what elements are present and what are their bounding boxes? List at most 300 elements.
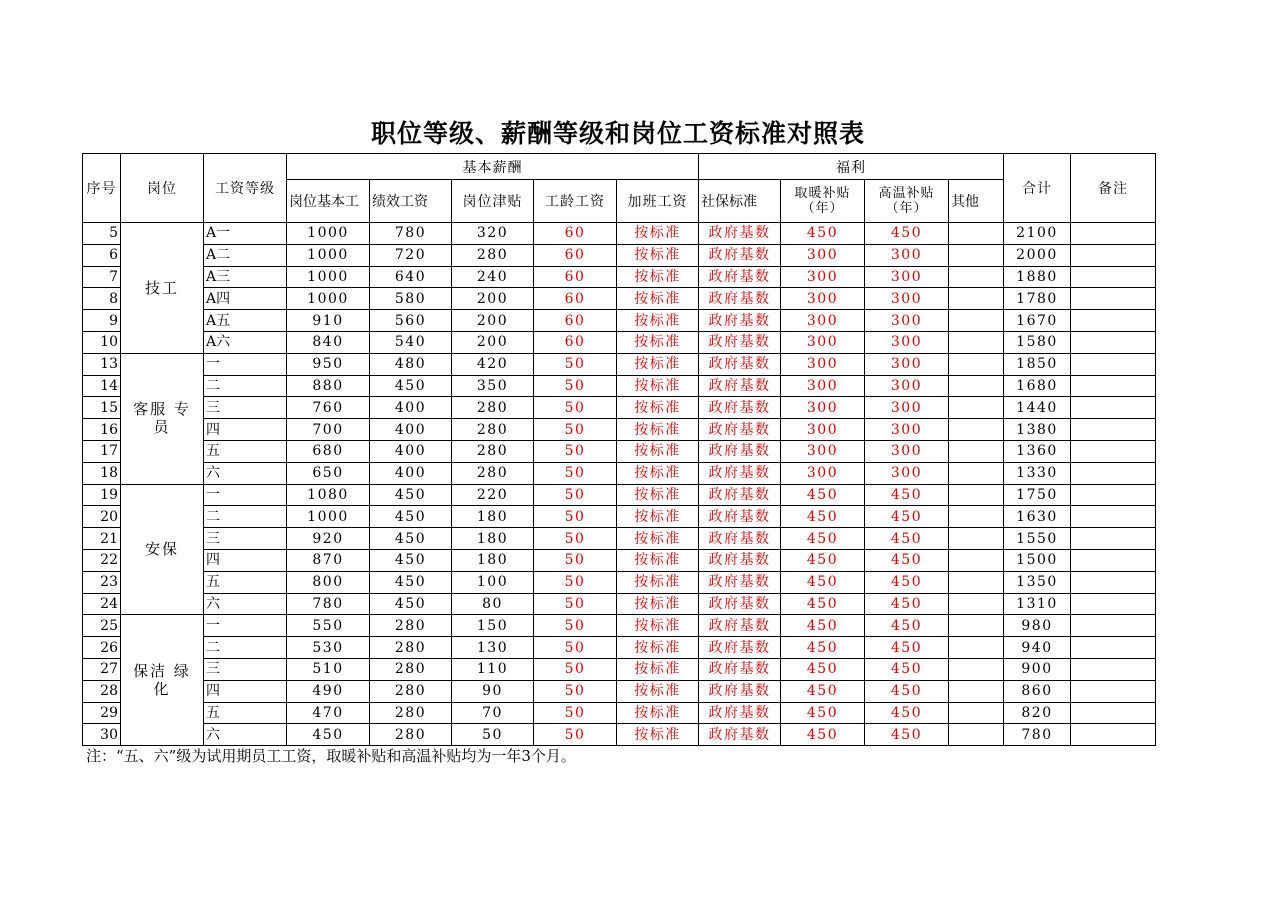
position-group-label: 技工 [144,278,179,297]
cell-cooling-subsidy: 450 [865,637,949,659]
cell-base-wage: 1000 [287,244,370,266]
cell-seq: 19 [83,484,121,506]
cell-remark [1071,462,1156,484]
header-position: 岗位 [121,154,204,223]
cell-social-insurance: 政府基数 [699,680,781,702]
cell-cooling-subsidy: 300 [865,419,949,441]
cell-overtime: 按标准 [617,440,699,462]
cell-overtime: 按标准 [617,223,699,245]
cell-heating-subsidy: 300 [781,244,865,266]
cell-remark [1071,506,1156,528]
cell-total: 2000 [1004,244,1071,266]
cell-allowance: 280 [452,462,534,484]
cell-total: 900 [1004,658,1071,680]
cell-social-insurance: 政府基数 [699,310,781,332]
cell-base-wage: 880 [287,375,370,397]
cell-social-insurance: 政府基数 [699,658,781,680]
cell-other [949,440,1004,462]
cell-heating-subsidy: 450 [781,506,865,528]
cell-remark [1071,702,1156,724]
cell-social-insurance: 政府基数 [699,462,781,484]
cell-cooling-subsidy: 300 [865,266,949,288]
cell-allowance: 280 [452,440,534,462]
cell-grade: A二 [204,244,287,266]
cell-other [949,462,1004,484]
cell-allowance: 350 [452,375,534,397]
cell-heating-subsidy: 450 [781,571,865,593]
cell-social-insurance: 政府基数 [699,331,781,353]
cell-total: 1850 [1004,353,1071,375]
cell-seq: 7 [83,266,121,288]
cell-allowance: 130 [452,637,534,659]
cell-overtime: 按标准 [617,680,699,702]
cell-grade: 一 [204,615,287,637]
cell-remark [1071,528,1156,550]
cell-total: 1670 [1004,310,1071,332]
cell-seq: 22 [83,549,121,571]
cell-seq: 8 [83,288,121,310]
cell-cooling-subsidy: 300 [865,331,949,353]
cell-base-wage: 780 [287,593,370,615]
cell-seniority: 50 [534,484,617,506]
cell-social-insurance: 政府基数 [699,615,781,637]
cell-performance: 280 [370,724,452,746]
header-row-1 [83,154,1156,180]
cell-social-insurance: 政府基数 [699,223,781,245]
cell-heating-subsidy: 450 [781,615,865,637]
cell-total: 940 [1004,637,1071,659]
cell-grade: 三 [204,528,287,550]
cell-cooling-subsidy: 300 [865,353,949,375]
cell-performance: 280 [370,637,452,659]
cell-remark [1071,266,1156,288]
table-row [83,440,1156,462]
cell-seniority: 50 [534,571,617,593]
header-remark: 备注 [1071,154,1156,223]
header-overtime: 加班工资 [617,180,699,223]
cell-social-insurance: 政府基数 [699,528,781,550]
table-row [83,658,1156,680]
cell-allowance: 200 [452,288,534,310]
cell-heating-subsidy: 300 [781,310,865,332]
cell-seniority: 50 [534,724,617,746]
table-row [83,615,1156,637]
cell-overtime: 按标准 [617,593,699,615]
cell-performance: 640 [370,266,452,288]
cell-overtime: 按标准 [617,571,699,593]
cell-grade: A三 [204,266,287,288]
header-basic-pay: 基本薪酬 [287,154,699,180]
cell-overtime: 按标准 [617,244,699,266]
cell-total: 1750 [1004,484,1071,506]
cell-heating-subsidy: 450 [781,702,865,724]
cell-grade: 二 [204,637,287,659]
cell-heating-subsidy: 450 [781,549,865,571]
cell-heating-subsidy: 450 [781,593,865,615]
cell-base-wage: 1000 [287,506,370,528]
cell-position-group [121,353,204,484]
cell-allowance: 80 [452,593,534,615]
cell-overtime: 按标准 [617,353,699,375]
cell-remark [1071,375,1156,397]
cell-heating-subsidy: 300 [781,462,865,484]
cell-total: 1360 [1004,440,1071,462]
cell-heating-subsidy: 300 [781,353,865,375]
cell-overtime: 按标准 [617,462,699,484]
cell-seniority: 50 [534,462,617,484]
cell-allowance: 280 [452,419,534,441]
cell-overtime: 按标准 [617,266,699,288]
cell-base-wage: 510 [287,658,370,680]
cell-social-insurance: 政府基数 [699,571,781,593]
cell-remark [1071,310,1156,332]
table-row [83,266,1156,288]
cell-remark [1071,658,1156,680]
cell-grade: 四 [204,549,287,571]
cell-seq: 10 [83,331,121,353]
cell-heating-subsidy: 450 [781,658,865,680]
cell-base-wage: 650 [287,462,370,484]
table-row [83,702,1156,724]
cell-social-insurance: 政府基数 [699,353,781,375]
cell-overtime: 按标准 [617,658,699,680]
cell-heating-subsidy: 450 [781,528,865,550]
cell-seq: 13 [83,353,121,375]
cell-base-wage: 700 [287,419,370,441]
cell-base-wage: 840 [287,331,370,353]
cell-heating-subsidy: 300 [781,266,865,288]
cell-total: 980 [1004,615,1071,637]
cell-other [949,571,1004,593]
cell-social-insurance: 政府基数 [699,440,781,462]
cell-total: 1440 [1004,397,1071,419]
cell-heating-subsidy: 450 [781,484,865,506]
cell-total: 780 [1004,724,1071,746]
cell-cooling-subsidy: 450 [865,223,949,245]
cell-heating-subsidy: 300 [781,288,865,310]
cell-seniority: 50 [534,375,617,397]
table-row [83,288,1156,310]
cell-social-insurance: 政府基数 [699,506,781,528]
header-performance: 绩效工资 [370,180,452,223]
cell-remark [1071,484,1156,506]
cell-grade: 六 [204,593,287,615]
cell-position-group [121,484,204,615]
header-seq: 序号 [83,154,121,223]
cell-other [949,593,1004,615]
cell-total: 1380 [1004,419,1071,441]
cell-total: 2100 [1004,223,1071,245]
cell-social-insurance: 政府基数 [699,702,781,724]
cell-position-group [121,615,204,746]
cell-seniority: 60 [534,331,617,353]
cell-cooling-subsidy: 450 [865,593,949,615]
cell-overtime: 按标准 [617,397,699,419]
cell-cooling-subsidy: 450 [865,484,949,506]
table-row [83,484,1156,506]
cell-seniority: 50 [534,637,617,659]
table-row [83,353,1156,375]
header-seniority: 工龄工资 [534,180,617,223]
header-allowance: 岗位津贴 [452,180,534,223]
position-group-label: 安保 [144,540,179,559]
cell-grade: 一 [204,484,287,506]
cell-seniority: 50 [534,440,617,462]
cell-cooling-subsidy: 450 [865,724,949,746]
cell-overtime: 按标准 [617,724,699,746]
cell-cooling-subsidy: 300 [865,375,949,397]
cell-overtime: 按标准 [617,549,699,571]
cell-social-insurance: 政府基数 [699,724,781,746]
cell-performance: 560 [370,310,452,332]
cell-total: 1350 [1004,571,1071,593]
cell-cooling-subsidy: 300 [865,244,949,266]
cell-grade: 五 [204,571,287,593]
cell-grade: A五 [204,310,287,332]
cell-remark [1071,680,1156,702]
cell-other [949,375,1004,397]
cell-other [949,702,1004,724]
cell-performance: 580 [370,288,452,310]
cell-overtime: 按标准 [617,310,699,332]
cell-seniority: 50 [534,615,617,637]
cell-cooling-subsidy: 300 [865,462,949,484]
cell-seq: 25 [83,615,121,637]
cell-base-wage: 550 [287,615,370,637]
cell-seniority: 50 [534,680,617,702]
cell-seq: 16 [83,419,121,441]
cell-grade: A六 [204,331,287,353]
cell-seniority: 50 [534,397,617,419]
cell-total: 1330 [1004,462,1071,484]
cell-seq: 23 [83,571,121,593]
cell-base-wage: 530 [287,637,370,659]
cell-remark [1071,331,1156,353]
cell-seniority: 50 [534,593,617,615]
cell-other [949,288,1004,310]
footnote: 注：“五、六”级为试用期员工工资，取暖补贴和高温补贴均为一年3个月。 [86,747,576,765]
cell-remark [1071,637,1156,659]
cell-grade: 一 [204,353,287,375]
cell-performance: 480 [370,353,452,375]
cell-grade: 五 [204,702,287,724]
cell-allowance: 70 [452,702,534,724]
cell-other [949,331,1004,353]
header-welfare: 福利 [699,154,1004,180]
cell-allowance: 240 [452,266,534,288]
cell-seniority: 60 [534,266,617,288]
cell-cooling-subsidy: 450 [865,702,949,724]
cell-seniority: 60 [534,310,617,332]
cell-seniority: 60 [534,223,617,245]
cell-other [949,353,1004,375]
cell-seq: 15 [83,397,121,419]
cell-cooling-subsidy: 450 [865,506,949,528]
cell-overtime: 按标准 [617,702,699,724]
cell-remark [1071,549,1156,571]
cell-seniority: 50 [534,506,617,528]
cell-performance: 450 [370,484,452,506]
cell-heating-subsidy: 300 [781,397,865,419]
cell-social-insurance: 政府基数 [699,397,781,419]
cell-other [949,724,1004,746]
header-grade: 工资等级 [204,154,287,223]
cell-seq: 5 [83,223,121,245]
cell-other [949,484,1004,506]
header-social-insurance: 社保标准 [699,180,781,223]
cell-performance: 400 [370,419,452,441]
position-group-label: 保洁 绿化 [133,661,191,698]
cell-grade: 二 [204,375,287,397]
cell-grade: 四 [204,419,287,441]
cell-remark [1071,223,1156,245]
table-row [83,724,1156,746]
cell-base-wage: 490 [287,680,370,702]
cell-seq: 6 [83,244,121,266]
cell-heating-subsidy: 450 [781,223,865,245]
cell-seq: 14 [83,375,121,397]
cell-cooling-subsidy: 300 [865,440,949,462]
cell-grade: 三 [204,658,287,680]
cell-social-insurance: 政府基数 [699,593,781,615]
cell-performance: 280 [370,615,452,637]
cell-social-insurance: 政府基数 [699,484,781,506]
header-other: 其他 [949,180,1004,223]
cell-allowance: 180 [452,506,534,528]
cell-allowance: 110 [452,658,534,680]
cell-performance: 450 [370,593,452,615]
cell-seq: 18 [83,462,121,484]
cell-performance: 780 [370,223,452,245]
cell-seq: 29 [83,702,121,724]
cell-grade: 六 [204,724,287,746]
table-row [83,680,1156,702]
cell-performance: 450 [370,506,452,528]
cell-social-insurance: 政府基数 [699,637,781,659]
cell-base-wage: 870 [287,549,370,571]
cell-base-wage: 1000 [287,223,370,245]
cell-total: 1780 [1004,288,1071,310]
cell-seq: 30 [83,724,121,746]
table-row [83,593,1156,615]
cell-seq: 20 [83,506,121,528]
cell-performance: 400 [370,397,452,419]
cell-performance: 450 [370,375,452,397]
cell-seniority: 50 [534,353,617,375]
cell-other [949,223,1004,245]
cell-performance: 280 [370,702,452,724]
cell-heating-subsidy: 300 [781,331,865,353]
cell-overtime: 按标准 [617,331,699,353]
cell-grade: 四 [204,680,287,702]
cell-overtime: 按标准 [617,506,699,528]
cell-social-insurance: 政府基数 [699,288,781,310]
cell-seq: 24 [83,593,121,615]
cell-total: 1500 [1004,549,1071,571]
cell-allowance: 200 [452,331,534,353]
cell-performance: 450 [370,528,452,550]
cell-overtime: 按标准 [617,615,699,637]
cell-allowance: 50 [452,724,534,746]
cell-performance: 720 [370,244,452,266]
cell-remark [1071,593,1156,615]
cell-performance: 450 [370,549,452,571]
page-title: 职位等级、薪酬等级和岗位工资标准对照表 [370,119,865,148]
cell-total: 1630 [1004,506,1071,528]
cell-allowance: 420 [452,353,534,375]
cell-heating-subsidy: 450 [781,724,865,746]
cell-base-wage: 760 [287,397,370,419]
cell-total: 1310 [1004,593,1071,615]
cell-total: 1550 [1004,528,1071,550]
cell-performance: 400 [370,462,452,484]
cell-other [949,419,1004,441]
cell-seniority: 50 [534,702,617,724]
cell-total: 1580 [1004,331,1071,353]
table-row [83,375,1156,397]
cell-performance: 540 [370,331,452,353]
cell-remark [1071,353,1156,375]
cell-performance: 280 [370,658,452,680]
cell-base-wage: 1080 [287,484,370,506]
cell-overtime: 按标准 [617,528,699,550]
cell-performance: 450 [370,571,452,593]
table-row [83,462,1156,484]
table-row [83,528,1156,550]
table-row [83,506,1156,528]
cell-seq: 26 [83,637,121,659]
cell-base-wage: 1000 [287,288,370,310]
cell-seniority: 50 [534,549,617,571]
cell-remark [1071,419,1156,441]
cell-allowance: 280 [452,244,534,266]
cell-overtime: 按标准 [617,637,699,659]
cell-cooling-subsidy: 450 [865,680,949,702]
cell-heating-subsidy: 450 [781,637,865,659]
cell-heating-subsidy: 300 [781,440,865,462]
cell-remark [1071,397,1156,419]
cell-social-insurance: 政府基数 [699,375,781,397]
cell-remark [1071,615,1156,637]
cell-seniority: 50 [534,658,617,680]
cell-other [949,615,1004,637]
salary-table [82,153,1156,746]
table-row [83,244,1156,266]
cell-allowance: 150 [452,615,534,637]
cell-cooling-subsidy: 450 [865,615,949,637]
cell-performance: 400 [370,440,452,462]
cell-seq: 17 [83,440,121,462]
cell-grade: A四 [204,288,287,310]
cell-remark [1071,288,1156,310]
table-row [83,571,1156,593]
cell-cooling-subsidy: 300 [865,310,949,332]
cell-base-wage: 920 [287,528,370,550]
cell-grade: A一 [204,223,287,245]
cell-remark [1071,724,1156,746]
table-row [83,223,1156,245]
cell-remark [1071,244,1156,266]
header-base-wage: 岗位基本工 [287,180,370,223]
cell-allowance: 320 [452,223,534,245]
cell-total: 1880 [1004,266,1071,288]
cell-grade: 三 [204,397,287,419]
cell-other [949,506,1004,528]
cell-other [949,549,1004,571]
cell-seniority: 60 [534,288,617,310]
cell-other [949,266,1004,288]
header-cooling-subsidy: 高温补贴（年） [865,180,949,223]
